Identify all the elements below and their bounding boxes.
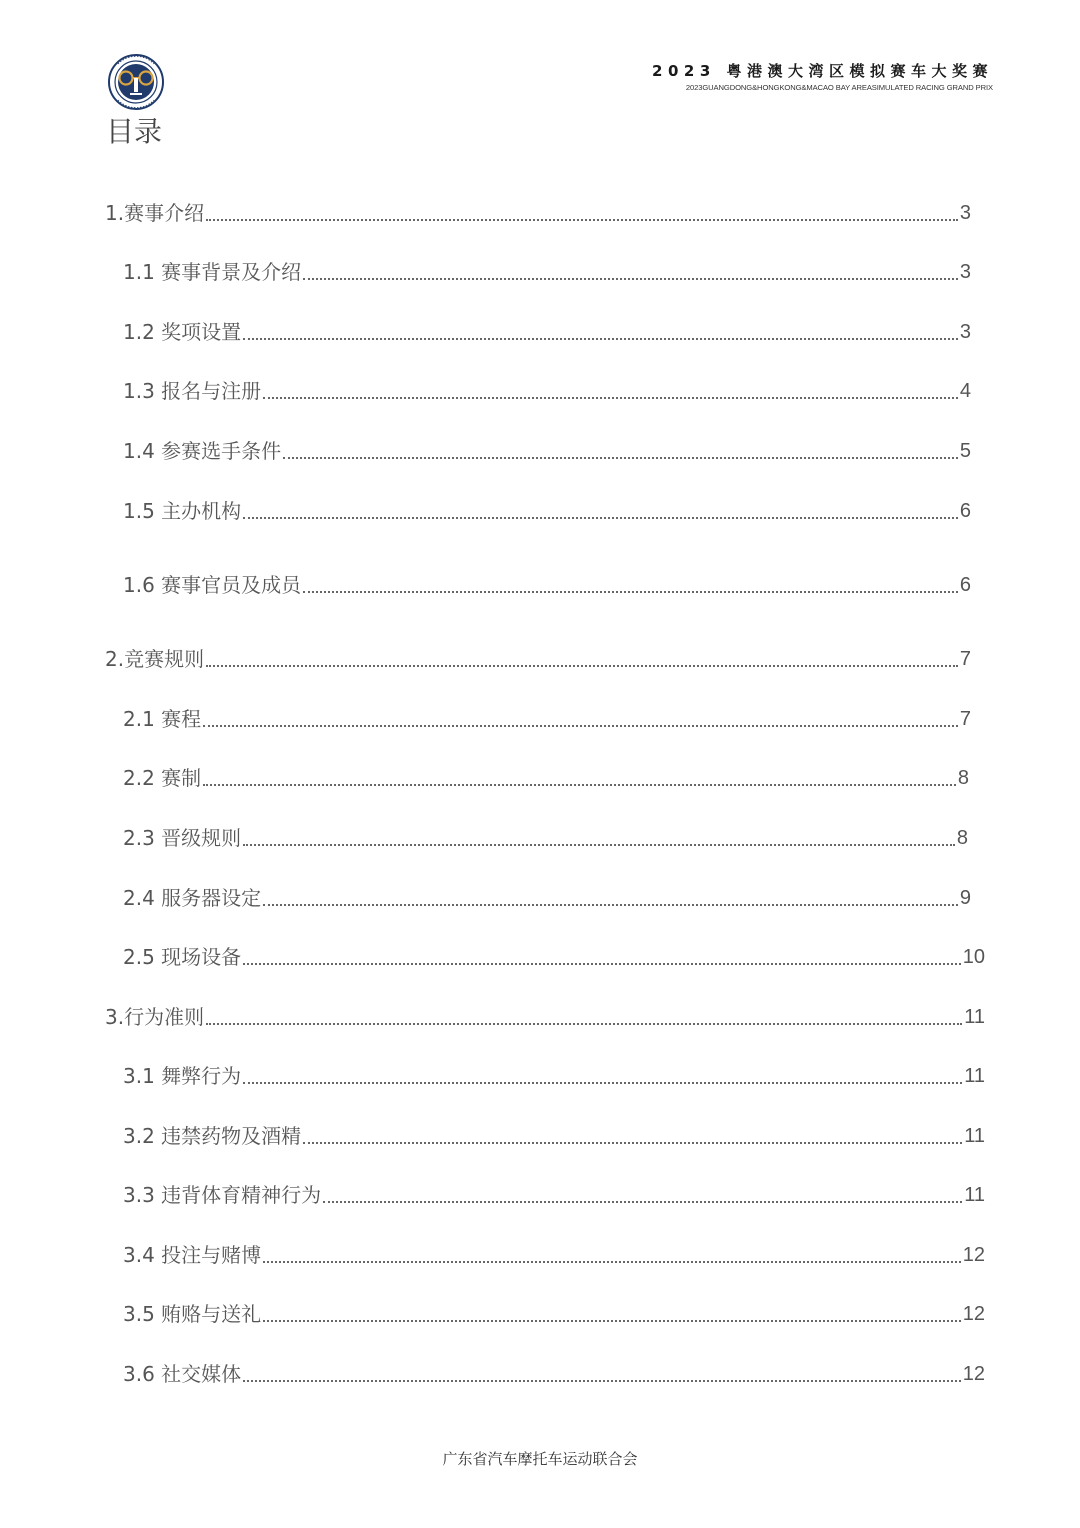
toc-entry-page: 8 (956, 827, 968, 849)
toc-entry-page: 7 (959, 708, 971, 730)
toc-entry-page: 11 (964, 1125, 985, 1147)
toc-dot-leader (243, 1380, 961, 1382)
toc-dot-leader (243, 517, 958, 519)
toc-entry-page: 3 (959, 321, 971, 343)
toc-entry[interactable] (123, 570, 971, 600)
toc-entry-page: 11 (964, 1184, 985, 1206)
toc-entry-page: 12 (962, 1303, 985, 1325)
toc-dot-leader (203, 784, 956, 786)
toc-entry-label: 1.6 赛事官员及成员 (123, 573, 302, 597)
toc-entry-label: 3.5 贿赂与送礼 (123, 1302, 262, 1326)
toc-dot-leader (323, 1201, 962, 1203)
toc-dot-leader (206, 219, 958, 221)
toc-entry[interactable] (123, 942, 985, 972)
page-header (652, 60, 993, 94)
toc-entry[interactable] (123, 317, 971, 347)
toc-entry[interactable] (123, 1121, 985, 1151)
toc-dot-leader (303, 591, 958, 593)
toc-entry-label: 3.行为准则 (105, 1005, 205, 1029)
toc-entry-page: 10 (962, 946, 985, 968)
toc-dot-leader (243, 963, 961, 965)
toc-entry-page: 12 (962, 1244, 985, 1266)
toc-dot-leader (283, 457, 958, 459)
toc-entry[interactable] (123, 1061, 985, 1091)
toc-entry-page: 11 (964, 1065, 985, 1087)
toc-entry-label: 1.赛事介绍 (105, 201, 205, 225)
toc-entry-label: 2.4 服务器设定 (123, 886, 262, 910)
toc-dot-leader (263, 397, 958, 399)
toc-entry-label: 2.3 晋级规则 (123, 826, 242, 850)
toc-entry-label: 1.1 赛事背景及介绍 (123, 260, 302, 284)
toc-entry[interactable] (123, 704, 971, 734)
header-subtitle: 2023GUANGDONG&HONGKONG&MACAO BAY AREASIMULATED RACING GRAND PRIX (685, 83, 993, 92)
toc-entry[interactable] (105, 198, 971, 228)
toc-entry-page: 7 (959, 648, 971, 670)
page-footer: 广东省汽车摩托车运动联合会 (442, 1450, 638, 1468)
toc-entry[interactable] (123, 1180, 985, 1210)
toc-entry[interactable] (123, 257, 971, 287)
toc-dot-leader (303, 1142, 962, 1144)
toc-entry-page: 9 (959, 887, 971, 909)
toc-entry[interactable] (123, 1359, 985, 1389)
toc-dot-leader (206, 1023, 962, 1025)
association-emblem-icon (108, 54, 164, 110)
toc-entry-page: 4 (959, 380, 971, 402)
toc-entry-label: 2.5 现场设备 (123, 945, 242, 969)
toc-entry-label: 1.5 主办机构 (123, 499, 242, 523)
toc-entry-page: 5 (959, 440, 971, 462)
toc-entry-page: 6 (959, 574, 971, 596)
toc-entry-label: 3.3 违背体育精神行为 (123, 1183, 322, 1207)
toc-dot-leader (263, 904, 958, 906)
toc-entry[interactable] (123, 763, 969, 793)
toc-dot-leader (203, 725, 958, 727)
toc-entry[interactable] (105, 644, 971, 674)
toc-entry-page: 3 (959, 202, 971, 224)
toc-entry[interactable] (123, 376, 971, 406)
toc-entry-label: 1.2 奖项设置 (123, 320, 242, 344)
toc-entry[interactable] (123, 496, 971, 526)
toc-entry-label: 1.4 参赛选手条件 (123, 439, 282, 463)
toc-entry-page: 11 (964, 1006, 985, 1028)
toc-dot-leader (243, 1082, 962, 1084)
toc-dot-leader (263, 1261, 961, 1263)
page-title: 目录 (106, 115, 163, 148)
toc-entry-label: 3.6 社交媒体 (123, 1362, 242, 1386)
toc-entry[interactable] (105, 1002, 985, 1032)
toc-entry-label: 2.竞赛规则 (105, 647, 205, 671)
toc-entry[interactable] (123, 1240, 985, 1270)
toc-dot-leader (206, 665, 958, 667)
toc-entry-page: 3 (959, 261, 971, 283)
toc-entry[interactable] (123, 1299, 985, 1329)
toc-entry-label: 3.1 舞弊行为 (123, 1064, 242, 1088)
toc-entry-label: 2.2 赛制 (123, 766, 202, 790)
toc-dot-leader (303, 278, 958, 280)
toc-entry-page: 12 (962, 1363, 985, 1385)
toc-dot-leader (263, 1320, 961, 1322)
toc-entry-label: 2.1 赛程 (123, 707, 202, 731)
toc-entry-label: 1.3 报名与注册 (123, 379, 262, 403)
toc-entry[interactable] (123, 823, 968, 853)
toc-entry-page: 8 (957, 767, 969, 789)
toc-entry-page: 6 (959, 500, 971, 522)
toc-entry[interactable] (123, 436, 971, 466)
toc-dot-leader (243, 844, 955, 846)
header-title: 2023 粤港澳大湾区模拟赛车大奖赛 (652, 62, 993, 80)
toc-entry-label: 3.4 投注与赌博 (123, 1243, 262, 1267)
toc-dot-leader (243, 338, 958, 340)
toc-entry[interactable] (123, 883, 971, 913)
toc-entry-label: 3.2 违禁药物及酒精 (123, 1124, 302, 1148)
